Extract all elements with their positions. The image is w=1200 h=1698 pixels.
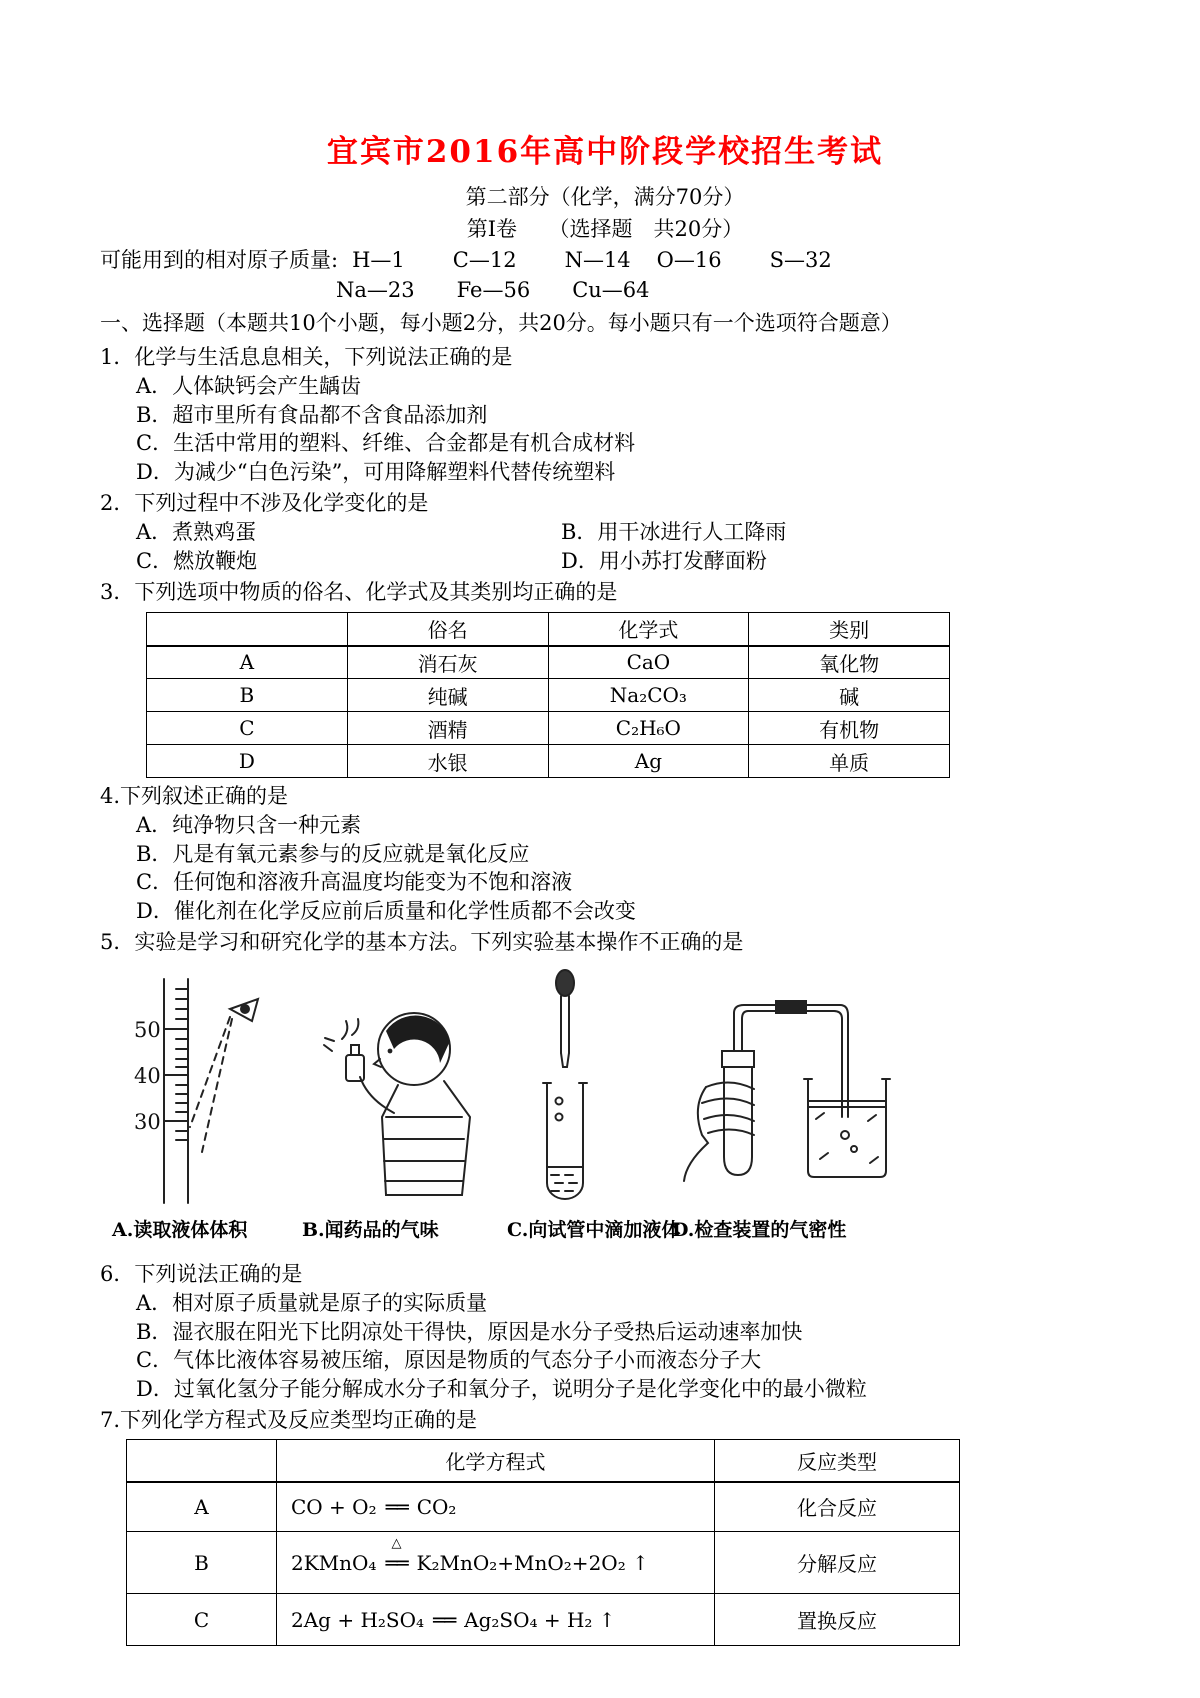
question-text: 下列化学方程式及反应类型均正确的是 (120, 1408, 478, 1432)
question-5 (100, 928, 1110, 1242)
question-3-stem (100, 578, 1110, 607)
option-b: B．凡是有氧元素参与的反应就是氧化反应 (136, 841, 530, 866)
cell: 氧化物 (749, 646, 950, 679)
cell: 消石灰 (347, 646, 548, 679)
equation-right: Ag₂SO₄ + H₂ ↑ (464, 1607, 616, 1632)
table-row (147, 679, 950, 712)
equals-glyph: ══ (433, 1607, 456, 1632)
question-text: 化学与生活息息相关，下列说法正确的是 (134, 345, 513, 369)
option-c: C．生活中常用的塑料、纤维、合金都是有机合成材料 (136, 431, 636, 455)
page-title: 宜宾市2016年高中阶段学校招生考试 (326, 134, 884, 170)
cell: Na₂CO₃ (548, 679, 749, 712)
question-7-stem (100, 1406, 1110, 1435)
equation-right: CO₂ (416, 1494, 457, 1519)
option-a: A．纯净物只含一种元素 (136, 813, 362, 837)
option-c: C．任何饱和溶液升高温度均能变为不饱和溶液 (136, 870, 573, 894)
question-text: 实验是学习和研究化学的基本方法。下列实验基本操作不正确的是 (134, 930, 744, 954)
mass-token: Fe—56 (456, 278, 531, 302)
scale-label-50: 50 (134, 1018, 161, 1042)
scale-label-30: 30 (134, 1110, 161, 1134)
equals-glyph: ══ (385, 1550, 408, 1575)
question-text: 下列说法正确的是 (134, 1262, 303, 1286)
dropper-testtube-illustration (507, 967, 627, 1207)
question-7 (100, 1406, 1110, 1646)
equals-sign (433, 1608, 455, 1632)
option-d: D．用小苏打发酵面粉 (561, 548, 767, 573)
scale-label-40: 40 (134, 1064, 161, 1088)
option-d: D．过氧化氢分子能分解成水分子和氧分子，说明分子是化学变化中的最小微粒 (136, 1376, 867, 1401)
experiment-figures (100, 967, 1110, 1242)
atomic-mass-line-2 (100, 275, 1110, 305)
table-header-row (147, 613, 950, 646)
condition-symbol: △ (391, 1535, 402, 1551)
mass-token: H—1 (352, 248, 405, 272)
figure-smell-reagent (302, 967, 507, 1242)
mass-token: Cu—64 (572, 278, 650, 302)
header-cell: 反应类型 (715, 1440, 960, 1482)
table-row (127, 1482, 960, 1532)
figure-a-caption: A.读取液体体积 (112, 1219, 248, 1241)
question-2 (100, 489, 1110, 575)
cell: CaO (548, 646, 749, 679)
table-row (147, 745, 950, 778)
option-d: D．催化剂在化学反应前后质量和化学性质都不会改变 (136, 898, 636, 923)
cell: C (127, 1594, 277, 1646)
equals-glyph: ══ (385, 1494, 408, 1519)
question-6-stem (100, 1260, 1110, 1289)
header-cell (127, 1440, 277, 1482)
figure-b-caption: B.闻药品的气味 (302, 1219, 439, 1241)
question-4-stem (100, 782, 1110, 811)
gas-tightness-apparatus-illustration (672, 967, 912, 1207)
cell: 有机物 (749, 712, 950, 745)
option-a: A．相对原子质量就是原子的实际质量 (136, 1291, 488, 1315)
question-3 (100, 578, 1110, 778)
header-cell: 化学方程式 (277, 1440, 715, 1482)
header-cell: 俗名 (347, 613, 548, 646)
option-b: B．用干冰进行人工降雨 (561, 520, 787, 544)
equation-cell (277, 1532, 715, 1594)
substance-table (146, 612, 950, 778)
cell: A (147, 646, 348, 679)
question-number: 3． (100, 580, 135, 604)
option-c: C．气体比液体容易被压缩，原因是物质的气态分子小而液态分子大 (136, 1348, 762, 1372)
question-number: 2． (100, 491, 135, 515)
figure-read-volume (112, 967, 302, 1242)
mass-token: C—12 (452, 248, 517, 272)
equation-table (126, 1439, 960, 1646)
equation-cell (277, 1594, 715, 1646)
question-number: 1． (100, 345, 135, 369)
cell: B (147, 679, 348, 712)
question-number: 6． (100, 1262, 135, 1286)
section-title: 一、选择题（本题共10个小题，每小题2分，共20分。每小题只有一个选项符合题意） (100, 311, 902, 335)
cell: A (127, 1482, 277, 1532)
table-row (127, 1594, 960, 1646)
cell: 纯碱 (347, 679, 548, 712)
equation-right: K₂MnO₂+MnO₂+2O₂ ↑ (416, 1550, 649, 1575)
cell: B (127, 1532, 277, 1594)
question-6 (100, 1260, 1110, 1403)
equation-left: 2Ag + H₂SO₄ (291, 1607, 425, 1632)
equals-sign (385, 1535, 408, 1575)
cell: 置换反应 (715, 1594, 960, 1646)
question-text: 下列选项中物质的俗名、化学式及其类别均正确的是 (134, 580, 618, 604)
cell: 碱 (749, 679, 950, 712)
question-text: 下列叙述正确的是 (120, 784, 289, 808)
mass-token: N—14 (564, 248, 631, 272)
figure-airtightness (672, 967, 927, 1242)
volume-line: 第Ⅰ卷 （选择题 共20分） (466, 217, 744, 241)
mass-token: O—16 (656, 248, 722, 272)
cell: 酒精 (347, 712, 548, 745)
cell: 单质 (749, 745, 950, 778)
cell: Ag (548, 745, 749, 778)
figure-add-liquid (507, 967, 681, 1242)
question-number: 5． (100, 930, 135, 954)
option-a: A．煮熟鸡蛋 (136, 520, 257, 544)
table-row (147, 646, 950, 679)
question-1 (100, 343, 1110, 486)
header-cell: 类别 (749, 613, 950, 646)
option-b: B．超市里所有食品都不含食品添加剂 (136, 402, 488, 427)
equals-sign (386, 1495, 408, 1519)
atomic-mass-line-1 (100, 245, 1110, 275)
cell: 分解反应 (715, 1532, 960, 1594)
option-b: B．湿衣服在阳光下比阴凉处干得快，原因是水分子受热后运动速率加快 (136, 1319, 803, 1344)
cell: D (147, 745, 348, 778)
mass-token: S—32 (769, 248, 832, 272)
header-cell: 化学式 (548, 613, 749, 646)
question-2-options (100, 518, 1110, 575)
table-header-row (127, 1440, 960, 1482)
question-1-stem (100, 343, 1110, 372)
question-5-stem (100, 928, 1110, 957)
mass-token: Na—23 (336, 278, 415, 302)
option-c: C．燃放鞭炮 (136, 548, 258, 573)
graduated-cylinder-illustration (112, 967, 287, 1207)
question-text: 下列过程中不涉及化学变化的是 (134, 491, 429, 515)
equation-cell (277, 1482, 715, 1532)
table-row (147, 712, 950, 745)
cell: 化合反应 (715, 1482, 960, 1532)
option-a: A．人体缺钙会产生龋齿 (136, 374, 362, 398)
cell: 水银 (347, 745, 548, 778)
part-line: 第二部分（化学，满分70分） (465, 185, 745, 209)
cell: C (147, 712, 348, 745)
smelling-person-illustration (302, 967, 492, 1207)
question-4 (100, 782, 1110, 925)
table-row (127, 1532, 960, 1594)
equation-left: 2KMnO₄ (291, 1550, 377, 1575)
question-number: 7. (100, 1408, 121, 1432)
question-2-stem (100, 489, 1110, 518)
atomic-mass-label: 可能用到的相对原子质量: (100, 248, 339, 272)
header-cell (147, 613, 348, 646)
question-number: 4. (100, 784, 121, 808)
option-d: D．为减少“白色污染”，可用降解塑料代替传统塑料 (136, 459, 616, 484)
equation-left: CO + O₂ (291, 1494, 377, 1519)
figure-c-caption: C.向试管中滴加液体 (507, 1219, 681, 1241)
cell: C₂H₆O (548, 712, 749, 745)
figure-d-caption: D.检查装置的气密性 (672, 1219, 847, 1241)
